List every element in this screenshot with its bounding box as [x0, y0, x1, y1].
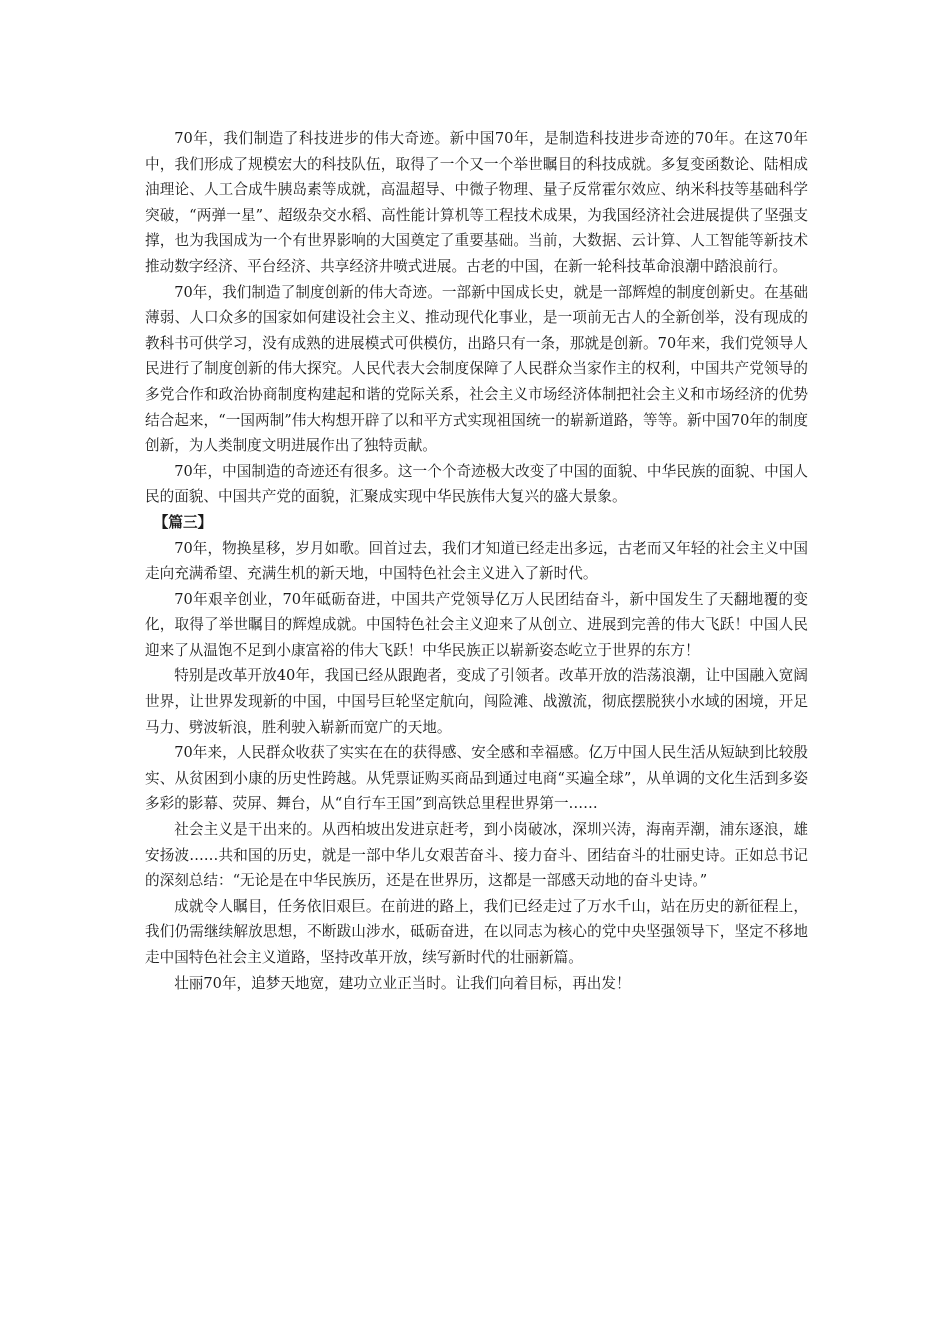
paragraph-closing: 壮丽70年，追梦天地宽，建功立业正当时。让我们向着目标，再出发！ [174, 974, 631, 992]
paragraph-hard-work: 70年艰辛创业，70年砥砺奋进，中国共产党领导亿万人民团结奋斗，新中国发生了天翻地覆的变化，取得了举世瞩目的辉煌成就。中国特色社会主义迎来了从创立、进展到完善的伟大飞跃！中国人民迎来了从温饱不足到小康富裕的伟大飞跃！中华民族正以崭新姿态屹立于世界的东方！ [145, 590, 808, 659]
document-body [145, 126, 808, 996]
paragraph-more-miracles: 70年，中国制造的奇迹还有很多。这一个个奇迹极大改变了中国的面貌、中华民族的面貌、中国人民的面貌、中国共产党的面貌，汇聚成实现中华民族伟大复兴的盛大景象。 [145, 462, 808, 506]
paragraph-reform-opening: 特别是改革开放40年，我国已经从跟跑者，变成了引领者。改革开放的浩荡浪潮，让中国融入宽阔世界，让世界发现新的中国，中国号巨轮坚定航向，闯险滩、战激流，彻底摆脱狭小水域的困境，开足马力、劈波斩浪，胜利驶入崭新而宽广的天地。 [145, 667, 808, 736]
paragraph-people-gains: 70年来，人民群众收获了实实在在的获得感、安全感和幸福感。亿万中国人民生活从短缺到比较殷实、从贫困到小康的历史性跨越。从凭票证购买商品到通过电商“买遍全球”，从单调的文化生活到多姿多彩的影幕、荧屏、舞台，从“自行车王国”到高铁总里程世界第一…… [145, 744, 808, 813]
paragraph-looking-back: 70年，物换星移，岁月如歌。回首过去，我们才知道已经走出多远，古老而又年轻的社会主义中国走向充满希望、充满生机的新天地，中国特色社会主义进入了新时代。 [145, 539, 808, 583]
paragraph-tasks-ahead: 成就令人瞩目，任务依旧艰巨。在前进的路上，我们已经走过了万水千山，站在历史的新征程上，我们仍需继续解放思想，不断跋山涉水，砥砺奋进，在以同志为核心的党中央坚强领导下，坚定不移地走中国特色社会主义道路，坚持改革开放，续写新时代的壮丽新篇。 [145, 897, 808, 966]
paragraph-socialism-history: 社会主义是干出来的。从西柏坡出发进京赶考，到小岗破冰，深圳兴涛，海南弄潮，浦东逐浪，雄安扬波……共和国的历史，就是一部中华儿女艰苦奋斗、接力奋斗、团结奋斗的壮丽史诗。正如总书记的深刻总结：“无论是在中华民族历，还是在世界历，这都是一部感天动地的奋斗史诗。” [145, 821, 808, 890]
paragraph-science-miracle: 70年，我们制造了科技进步的伟大奇迹。新中国70年，是制造科技进步奇迹的70年。在这70年中，我们形成了规模宏大的科技队伍，取得了一个又一个举世瞩目的科技成就。多复变函数论、陆相成油理论、人工合成牛胰岛素等成就，高温超导、中微子物理、量子反常霍尔效应、纳米科技等基础科学突破，“两弹一星”、超级杂交水稻、高性能计算机等工程技术成果，为我国经济社会进展提供了坚强支撑，也为我国成为一个有世界影响的大国奠定了重要基础。当前，大数据、云计算、人工智能等新技术推动数字经济、平台经济、共享经济井喷式进展。古老的中国，在新一轮科技革命浪潮中踏浪前行。 [145, 130, 808, 275]
paragraph-institution-miracle: 70年，我们制造了制度创新的伟大奇迹。一部新中国成长史，就是一部辉煌的制度创新史。在基础薄弱、人口众多的国家如何建设社会主义、推动现代化事业，是一项前无古人的全新创举，没有现成的教科书可供学习，没有成熟的进展模式可供模仿，出路只有一条，那就是创新。70年来，我们党领导人民进行了制度创新的伟大探究。人民代表大会制度保障了人民群众当家作主的权利，中国共产党领导的多党合作和政治协商制度构建起和谐的党际关系，社会主义市场经济体制把社会主义和市场经济的优势结合起来，“一国两制”伟大构想开辟了以和平方式实现祖国统一的崭新道路，等等。新中国70年的制度创新，为人类制度文明进展作出了独特贡献。 [145, 283, 808, 455]
section-heading-part-three: 【篇三】 [153, 513, 213, 531]
